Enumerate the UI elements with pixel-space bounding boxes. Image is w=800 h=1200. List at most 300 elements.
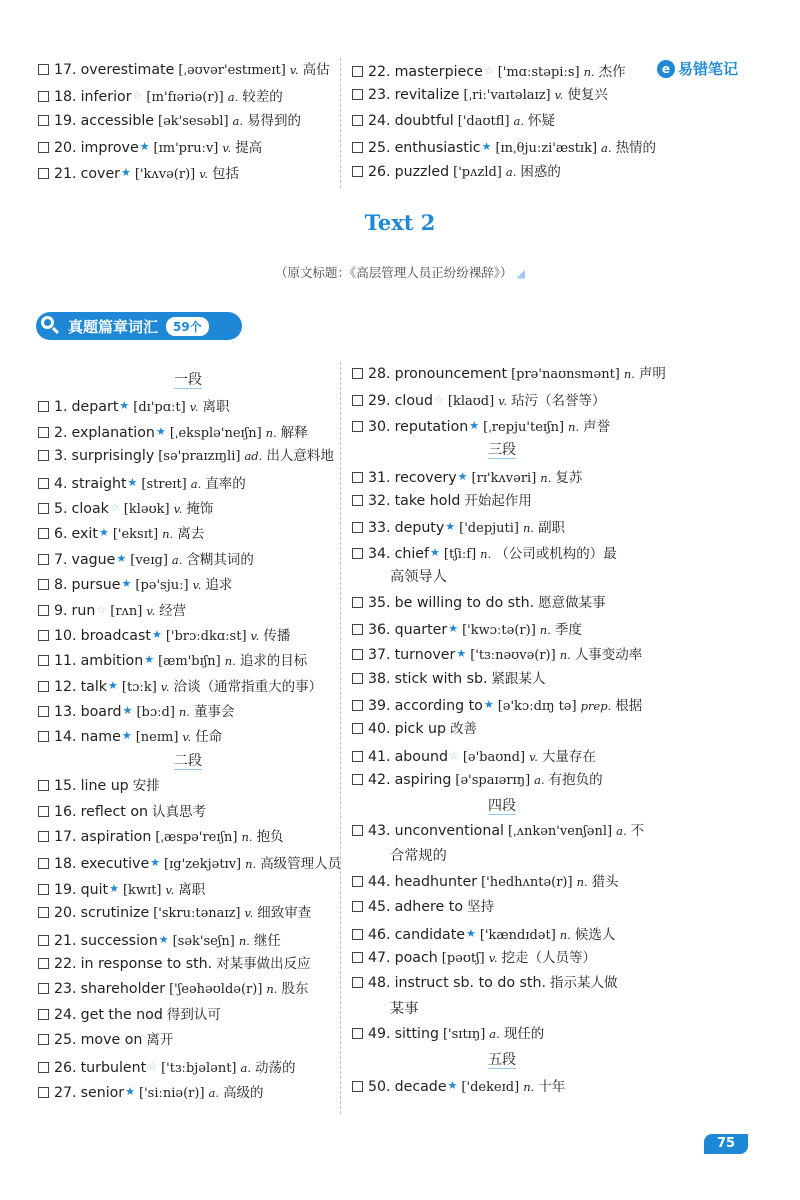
entry-word: quarter (394, 621, 448, 638)
entry-pos: v. (250, 628, 260, 643)
checkbox-icon (352, 495, 363, 506)
checkbox-icon (38, 831, 49, 842)
vocab-list-top-left (38, 58, 330, 185)
vocab-entry (352, 489, 652, 514)
checkbox-icon (352, 421, 363, 432)
entry-pos: a. (171, 552, 183, 567)
checkbox-icon (352, 649, 363, 660)
feather-icon: ◢ (516, 267, 525, 280)
entry-word: ambition (80, 653, 144, 670)
entry-word: puzzled (394, 163, 450, 180)
entry-phonetic: [ˌæspə'reɪʃn] (155, 830, 238, 846)
entry-pos: v. (165, 882, 175, 897)
star-filled-icon: ★ (98, 526, 109, 540)
entry-number: 26. (54, 1059, 77, 1076)
entry-meaning: 指示某人做 (550, 975, 618, 992)
checkbox-icon (352, 472, 363, 483)
entry-pos: a. (601, 141, 612, 156)
checkbox-icon (38, 706, 49, 717)
star-filled-icon: ★ (481, 140, 492, 154)
entry-pos: n. (583, 65, 595, 79)
entry-pos: v. (199, 166, 209, 181)
entry-pos: v. (529, 749, 538, 764)
entry-number: 23. (368, 87, 391, 104)
vocab-entry (38, 850, 342, 875)
entry-pos: n. (224, 654, 236, 669)
entry-phonetic: [tɔːk] (121, 679, 157, 695)
entry-pos: n. (568, 419, 580, 434)
vocab-entry (352, 160, 656, 185)
entry-phonetic: [ˌəʊvər'estɪmeɪt] (178, 63, 286, 78)
entry-number: 22. (368, 64, 391, 80)
entry-number: 45. (368, 899, 391, 916)
entry-number: 9. (54, 602, 68, 619)
entry-word: improve (80, 140, 139, 157)
vocab-entry (38, 1003, 338, 1028)
entry-phonetic: ['pʌzld] (453, 164, 502, 180)
vocab-entry (38, 723, 338, 748)
entry-phonetic: ['siːniə(r)] (139, 1085, 205, 1101)
entry-meaning: 含糊其词的 (186, 551, 254, 568)
entry-number: 49. (368, 1026, 391, 1043)
entry-continuation: 合常规的 (390, 848, 447, 865)
entry-pos: a. (232, 113, 244, 128)
checkbox-icon (38, 958, 49, 969)
entry-phonetic: ['brɔːdkɑːst] (165, 628, 247, 644)
checkbox-icon (352, 66, 363, 77)
entry-word: pick up (394, 721, 447, 738)
entry-number: 38. (368, 670, 391, 687)
entry-number: 2. (54, 424, 68, 441)
vocab-entry (38, 83, 330, 108)
entry-number: 33. (368, 520, 391, 537)
entry-number: 4. (54, 475, 68, 492)
entry-phonetic: ['mɑːstəpiːs] (497, 65, 580, 80)
star-hollow-icon: ☆ (483, 64, 494, 77)
entry-word: accessible (80, 112, 155, 129)
entry-word: enthusiastic (394, 140, 481, 157)
entry-word: run (71, 602, 96, 619)
entry-meaning: 安排 (132, 778, 160, 795)
entry-phonetic: [prə'naʊnsmənt] (511, 367, 620, 382)
checkbox-icon (38, 91, 49, 102)
entry-number: 44. (368, 873, 391, 890)
vocab-entry (352, 692, 652, 717)
paragraph-heading: 二段 (174, 752, 202, 769)
entry-meaning: 出人意料地 (266, 448, 334, 465)
entry-word: instruct sb. to do sth. (394, 975, 546, 992)
entry-pos: a. (227, 90, 239, 105)
entry-meaning: 十年 (538, 1078, 566, 1095)
checkbox-icon (352, 89, 363, 100)
entry-meaning: 董事会 (193, 704, 235, 721)
checkbox-icon (38, 884, 49, 895)
entry-phonetic: [pə'sjuː] (135, 578, 189, 594)
entry-word: decade (394, 1078, 447, 1095)
vocab-entry (352, 946, 652, 971)
entry-word: vague (71, 551, 116, 568)
word-count-badge: 59个 (166, 317, 209, 336)
pen-icon: e (657, 60, 675, 78)
vocab-entry (38, 393, 338, 418)
entry-phonetic: [ə'baʊnd] (462, 749, 526, 765)
star-filled-icon: ★ (127, 475, 138, 489)
entry-number: 37. (368, 647, 391, 664)
entry-word: adhere to (394, 899, 464, 916)
entry-phonetic: [ək'sesəbl] (158, 113, 229, 129)
entry-number: 24. (368, 112, 391, 129)
entry-word: line up (80, 778, 129, 795)
checkbox-icon (352, 522, 363, 533)
entry-phonetic: [ɪn'fɪəriə(r)] (146, 90, 224, 106)
entry-number: 6. (54, 526, 68, 543)
checkbox-icon (38, 579, 49, 590)
star-filled-icon: ★ (125, 1084, 136, 1098)
entry-phonetic: ['daʊtfl] (457, 113, 510, 129)
entry-meaning: 继任 (253, 932, 281, 949)
checkbox-icon (352, 929, 363, 940)
vocab-entry (38, 901, 338, 926)
vocab-entry (38, 597, 338, 622)
entry-meaning: 热情的 (615, 140, 657, 157)
checkbox-icon (352, 673, 363, 684)
entry-number: 47. (368, 949, 391, 966)
entry-meaning: 坚持 (467, 899, 495, 916)
entry-pos: ad. (244, 449, 263, 464)
entry-pos: n. (523, 1079, 535, 1094)
vocab-entry (352, 870, 652, 895)
entry-number: 13. (54, 704, 77, 721)
vocab-entry (352, 58, 656, 83)
entry-phonetic: ['tɜːbjələnt] (161, 1060, 237, 1076)
entry-number: 50. (368, 1078, 391, 1095)
entry-number: 42. (368, 772, 391, 789)
entry-word: take hold (394, 492, 461, 509)
entry-word: chief (394, 545, 430, 562)
entry-phonetic: [ɪg'zekjətɪv] (164, 857, 242, 873)
entry-word: straight (71, 475, 127, 492)
entry-number: 11. (54, 653, 77, 670)
vocab-list-left (38, 368, 342, 1104)
entry-pos: v. (146, 603, 156, 618)
checkbox-icon (38, 605, 49, 616)
entry-word: depart (71, 399, 119, 416)
entry-number: 12. (54, 678, 77, 695)
star-filled-icon: ★ (139, 140, 150, 154)
checkbox-icon (352, 723, 363, 734)
vocab-entry (352, 768, 652, 793)
vocab-entry (38, 58, 330, 83)
checkbox-icon (352, 901, 363, 912)
vocab-entry (352, 591, 652, 616)
vocab-banner (36, 312, 242, 340)
entry-number: 8. (54, 577, 68, 594)
entry-phonetic: [ɪm'pruːv] (153, 141, 219, 157)
entry-pos: prep. (580, 699, 612, 714)
entry-word: cover (80, 165, 121, 182)
checkbox-icon (38, 1062, 49, 1073)
entry-number: 30. (368, 418, 391, 435)
entry-phonetic: ['ʃeəhəʊldə(r)] (169, 982, 263, 998)
star-filled-icon: ★ (448, 621, 459, 635)
star-filled-icon: ★ (121, 165, 131, 179)
entry-number: 17. (54, 829, 77, 846)
entry-number: 46. (368, 926, 391, 943)
entry-word: sitting (394, 1026, 439, 1043)
entry-pos: v. (160, 679, 170, 694)
entry-phonetic: [ˌeksplə'neɪʃn] (169, 425, 262, 441)
vocab-entry (38, 647, 338, 672)
entry-pos: n. (623, 367, 635, 381)
checkbox-icon (352, 700, 363, 711)
entry-meaning: 玷污（名誉等） (510, 393, 606, 410)
checkbox-icon (38, 478, 49, 489)
vocab-entry (352, 540, 652, 565)
entry-pos: a. (489, 1027, 500, 1042)
entry-meaning: 高级管理人员 (260, 856, 342, 873)
entry-number: 34. (368, 545, 391, 562)
vocab-entry (38, 109, 330, 134)
entry-number: 48. (368, 975, 391, 992)
entry-word: poach (394, 949, 438, 966)
entry-meaning: 改善 (450, 721, 478, 738)
entry-meaning: 复苏 (555, 469, 583, 486)
entry-word: senior (80, 1084, 125, 1101)
star-hollow-icon: ☆ (434, 393, 444, 407)
banner-label: 真题篇章词汇 (68, 317, 159, 336)
vocab-entry (38, 774, 338, 799)
vocab-entry (38, 622, 338, 647)
entry-word: talk (80, 678, 107, 695)
entry-pos: n. (559, 927, 571, 942)
entry-pos: n. (480, 546, 492, 561)
entry-word: candidate (394, 926, 466, 943)
entry-number: 1. (54, 399, 68, 416)
star-filled-icon: ★ (457, 469, 468, 483)
entry-phonetic: [kwɪt] (122, 882, 162, 898)
entry-number: 18. (54, 856, 77, 873)
entry-phonetic: ['kʌvə(r)] (134, 166, 196, 182)
entry-number: 21. (54, 165, 77, 182)
entry-phonetic: ['kwɔːtə(r)] (462, 622, 536, 638)
entry-phonetic: [sək'seʃn] (172, 933, 235, 949)
entry-phonetic: ['hedhʌntə(r)] (481, 874, 573, 890)
entry-phonetic: [neɪm] (135, 730, 179, 746)
entry-meaning: 挖走（人员等） (501, 949, 597, 966)
entry-number: 25. (368, 140, 391, 157)
entry-word: quit (80, 881, 109, 898)
checkbox-icon (352, 166, 363, 177)
entry-meaning: （公司或机构的）最 (495, 545, 617, 562)
entry-word: pursue (71, 577, 121, 594)
entry-pos: v. (189, 400, 199, 415)
checkbox-icon (352, 548, 363, 559)
entry-meaning: 开始起作用 (464, 492, 532, 509)
column-divider (340, 362, 341, 1114)
vocab-entry (38, 1079, 338, 1104)
paragraph-heading: 三段 (488, 442, 516, 459)
entry-meaning: 有抱负的 (548, 772, 603, 789)
entry-word: name (80, 729, 121, 746)
entry-meaning: 季度 (554, 621, 582, 638)
entry-word: surprisingly (71, 448, 155, 465)
entry-meaning: 提高 (235, 140, 263, 157)
entry-word: stick with sb. (394, 670, 488, 687)
entry-pos: a. (190, 476, 202, 491)
vocab-entry (352, 1073, 652, 1098)
entry-number: 43. (368, 823, 391, 840)
entry-meaning: 离职 (202, 399, 230, 416)
vocab-entry (352, 514, 652, 539)
entry-phonetic: [ˌʌnkən'venʃənl] (507, 824, 613, 840)
vocab-entry (38, 977, 338, 1002)
entry-pos: v. (244, 906, 254, 921)
entry-meaning: 动荡的 (255, 1059, 296, 1076)
entry-word: headhunter (394, 873, 478, 890)
entry-phonetic: [veɪg] (130, 552, 168, 568)
star-filled-icon: ★ (445, 520, 456, 534)
entry-number: 19. (54, 881, 77, 898)
star-hollow-icon: ☆ (448, 748, 459, 762)
entry-number: 3. (54, 448, 68, 465)
entry-number: 24. (54, 1006, 77, 1023)
star-hollow-icon: ☆ (96, 602, 107, 616)
vocab-entry (38, 1028, 338, 1053)
checkbox-icon (352, 1081, 363, 1092)
entry-number: 31. (368, 469, 391, 486)
checkbox-icon (38, 806, 49, 817)
entry-pos: v. (222, 141, 232, 156)
entry-word: explanation (71, 424, 155, 441)
entry-pos: v. (488, 950, 498, 965)
entry-meaning: 细致审查 (257, 905, 312, 922)
checkbox-icon (38, 731, 49, 742)
star-filled-icon: ★ (456, 647, 467, 661)
entry-number: 22. (54, 955, 77, 972)
vocab-entry (352, 971, 652, 996)
entry-pos: v. (289, 63, 299, 77)
entry-phonetic: [rɪ'kʌvəri] (471, 470, 537, 486)
entry-pos: a. (616, 824, 627, 839)
entry-word: revitalize (394, 87, 460, 104)
entry-phonetic: [rʌn] (110, 603, 143, 619)
checkbox-icon (38, 554, 49, 565)
star-hollow-icon: ☆ (109, 500, 120, 514)
checkbox-icon (352, 1028, 363, 1039)
entry-word: recovery (394, 469, 457, 486)
checkbox-icon (38, 983, 49, 994)
entry-word: overestimate (80, 62, 175, 78)
entry-word: exit (71, 526, 98, 543)
entry-phonetic: [æm'bɪʃn] (158, 654, 221, 670)
entry-meaning: 离开 (146, 1032, 174, 1049)
entry-word: pronouncement (394, 366, 508, 382)
entry-number: 20. (54, 140, 77, 157)
entry-number: 17. (54, 62, 77, 78)
entry-word: abound (394, 748, 448, 765)
entry-meaning: 高估 (302, 62, 330, 78)
entry-phonetic: ['tɜːnəʊvə(r)] (470, 648, 556, 664)
checkbox-icon (352, 142, 363, 153)
entry-meaning: 紧跟某人 (491, 670, 546, 687)
vocab-entry (352, 743, 652, 768)
entry-pos: n. (241, 830, 253, 845)
entry-phonetic: [ˌrepju'teɪʃn] (483, 419, 565, 435)
entry-phonetic: [klaʊd] (447, 394, 495, 410)
entry-number: 39. (368, 698, 391, 715)
entry-pos: n. (559, 648, 571, 663)
vocab-entry (38, 1054, 338, 1079)
checkbox-icon (38, 1087, 49, 1098)
vocab-entry (352, 895, 652, 920)
entry-number: 21. (54, 932, 77, 949)
entry-meaning: 直率的 (205, 475, 246, 492)
entry-word: cloak (71, 500, 109, 517)
entry-number: 40. (368, 721, 391, 738)
vocab-entry (38, 927, 338, 952)
checkbox-icon (352, 876, 363, 887)
star-filled-icon: ★ (151, 627, 162, 641)
entry-continuation: 某事 (390, 1000, 419, 1017)
checkbox-icon (352, 952, 363, 963)
entry-number: 18. (54, 89, 77, 106)
star-filled-icon: ★ (119, 399, 130, 413)
entry-meaning: 愿意做某事 (538, 594, 606, 611)
entry-number: 23. (54, 981, 77, 998)
vocab-entry (38, 876, 338, 901)
entry-number: 14. (54, 729, 77, 746)
entry-meaning: 猎头 (591, 873, 619, 890)
entry-phonetic: ['depjuti] (459, 521, 519, 537)
checkbox-icon (352, 977, 363, 988)
vocab-entry (352, 616, 652, 641)
entry-pos: a. (505, 164, 517, 179)
checkbox-icon (38, 401, 49, 412)
vocab-entry (352, 413, 652, 438)
entry-word: executive (80, 856, 150, 873)
vocab-entry (38, 571, 338, 596)
vocab-entry (352, 1022, 652, 1047)
original-title-note (0, 263, 800, 281)
entry-pos: n. (266, 982, 278, 997)
entry-word: shareholder (80, 981, 166, 998)
checkbox-icon (38, 907, 49, 918)
vocab-entry (352, 921, 652, 946)
vocab-entry (352, 667, 652, 692)
entry-word: turnover (394, 647, 456, 664)
entry-phonetic: [ɪnˌθjuːzi'æstɪk] (495, 141, 598, 157)
entry-meaning: 得到认可 (166, 1006, 221, 1023)
entry-meaning: 不 (630, 823, 645, 840)
entry-phonetic: [bɔːd] (136, 705, 175, 721)
vocab-entry (352, 464, 652, 489)
checkbox-icon (38, 168, 49, 179)
vocab-entry (352, 134, 656, 159)
entry-word: masterpiece (394, 64, 483, 80)
entry-word: cloud (394, 393, 433, 410)
checkbox-icon (352, 597, 363, 608)
entry-number: 7. (54, 551, 68, 568)
vocab-entry (38, 134, 330, 159)
entry-word: scrutinize (80, 905, 150, 922)
vocab-entry (38, 546, 338, 571)
entry-meaning: 人事变动率 (574, 647, 643, 664)
entry-meaning: 高级的 (223, 1084, 264, 1101)
column-divider (340, 58, 341, 188)
entry-phonetic: ['kændɪdət] (479, 927, 556, 943)
entry-pos: a. (240, 1060, 252, 1075)
checkbox-icon (38, 64, 49, 75)
